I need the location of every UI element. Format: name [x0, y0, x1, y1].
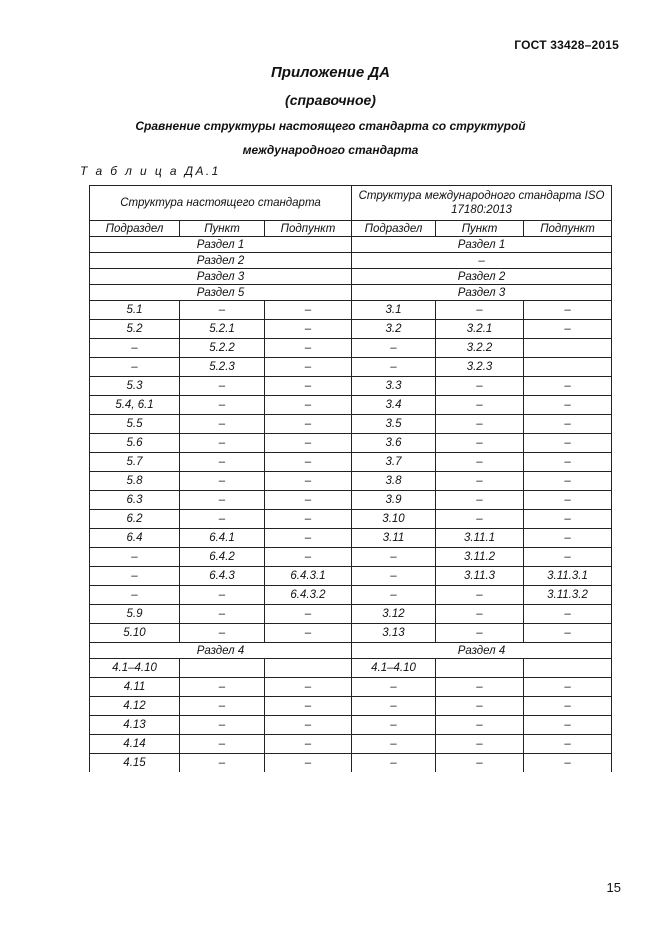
page-number: 15 [606, 880, 621, 895]
table-row [90, 358, 612, 377]
table-cell: – [90, 586, 180, 605]
appendix-title: Приложение ДА [271, 64, 390, 81]
table-cell [524, 339, 612, 358]
table-cell: – [436, 735, 524, 754]
group-header-this-standard: Структура настоящего стандарта [90, 186, 352, 221]
section-label-left: Раздел 1 [90, 237, 352, 253]
section-label-right: Раздел 3 [352, 285, 612, 301]
table-cell: 4.14 [90, 735, 180, 754]
table-cell: 6.4 [90, 529, 180, 548]
table-cell: – [180, 415, 265, 434]
table-cell: – [265, 396, 352, 415]
table-cell: – [524, 605, 612, 624]
section-label-left: Раздел 3 [90, 269, 352, 285]
table-row [90, 415, 612, 434]
table-cell: 6.3 [90, 491, 180, 510]
table-cell [524, 659, 612, 678]
table-cell: – [265, 415, 352, 434]
table-cell: 3.13 [352, 624, 436, 643]
table-cell: 6.4.3.2 [265, 586, 352, 605]
table-cell: – [524, 396, 612, 415]
table-group-header-row [90, 186, 612, 221]
table-cell: – [180, 491, 265, 510]
appendix-heading-line-2: международного стандарта [242, 143, 419, 157]
column-header: Подраздел [90, 221, 180, 237]
table-cell: 3.11.3.2 [524, 586, 612, 605]
table-cell: 3.1 [352, 301, 436, 320]
table-cell: – [90, 548, 180, 567]
section-label-left: Раздел 4 [90, 643, 352, 659]
table-cell: – [436, 434, 524, 453]
table-cell: – [524, 491, 612, 510]
table-cell: – [436, 697, 524, 716]
table-row [90, 434, 612, 453]
table-cell: – [524, 678, 612, 697]
table-cell: – [352, 716, 436, 735]
table-row [90, 320, 612, 339]
table-cell: 5.3 [90, 377, 180, 396]
table-cell: 5.6 [90, 434, 180, 453]
table-cell: – [524, 716, 612, 735]
table-cell: – [436, 396, 524, 415]
table-cell: – [90, 358, 180, 377]
table-cell: – [352, 697, 436, 716]
table-cell: – [436, 415, 524, 434]
table-cell: – [265, 339, 352, 358]
table-cell: – [265, 529, 352, 548]
table-row [90, 377, 612, 396]
table-cell: – [180, 472, 265, 491]
table-cell [524, 358, 612, 377]
table-cell: – [524, 301, 612, 320]
table-cell: 3.6 [352, 434, 436, 453]
table-cell: – [265, 472, 352, 491]
document-number: ГОСТ 33428–2015 [514, 38, 619, 52]
table-row [90, 716, 612, 735]
table-cell: 3.3 [352, 377, 436, 396]
table-cell: – [436, 453, 524, 472]
table-cell: 4.1–4.10 [352, 659, 436, 678]
table-cell: 3.11.3.1 [524, 567, 612, 586]
table-cell: – [265, 735, 352, 754]
table-cell: – [265, 697, 352, 716]
table-row [90, 624, 612, 643]
table-cell: – [436, 754, 524, 773]
table-cell: 5.2 [90, 320, 180, 339]
section-row [90, 285, 612, 301]
table-cell: – [524, 624, 612, 643]
table-cell: – [180, 434, 265, 453]
table-cell: 3.11.1 [436, 529, 524, 548]
table-cell: – [180, 586, 265, 605]
table-cell: – [265, 678, 352, 697]
table-row [90, 548, 612, 567]
table-cell: – [436, 678, 524, 697]
table-cell: 6.4.3.1 [265, 567, 352, 586]
table-cell: 5.8 [90, 472, 180, 491]
section-label-right: Раздел 2 [352, 269, 612, 285]
table-cell: – [524, 320, 612, 339]
table-cell: 6.4.3 [180, 567, 265, 586]
table-cell: 3.2 [352, 320, 436, 339]
table-cell: – [436, 605, 524, 624]
table-cell: – [352, 754, 436, 773]
table-cell [265, 659, 352, 678]
table-cell: – [524, 548, 612, 567]
table-cell: – [265, 605, 352, 624]
table-cell: – [524, 697, 612, 716]
table-cell: 3.8 [352, 472, 436, 491]
table-row [90, 697, 612, 716]
table-cell: – [524, 453, 612, 472]
table-cell: 4.13 [90, 716, 180, 735]
table-cell: – [180, 377, 265, 396]
table-cell: – [180, 624, 265, 643]
table-cell: – [436, 301, 524, 320]
table-row [90, 339, 612, 358]
table-cell: 5.1 [90, 301, 180, 320]
table-row [90, 567, 612, 586]
comparison-table [89, 185, 612, 772]
table-cell: – [436, 472, 524, 491]
table-row [90, 659, 612, 678]
table-cell: – [265, 491, 352, 510]
table-cell: – [524, 529, 612, 548]
table-cell: 3.11 [352, 529, 436, 548]
table-cell: 4.12 [90, 697, 180, 716]
table-cell: 6.2 [90, 510, 180, 529]
table-cell: – [524, 415, 612, 434]
section-label-right: Раздел 4 [352, 643, 612, 659]
table-cell: 5.7 [90, 453, 180, 472]
table-cell: 3.11.3 [436, 567, 524, 586]
table-cell: – [265, 301, 352, 320]
table-cell: 4.11 [90, 678, 180, 697]
table-cell: – [265, 716, 352, 735]
table-row [90, 453, 612, 472]
column-header: Подпункт [524, 221, 612, 237]
table-row [90, 472, 612, 491]
table-cell: 3.9 [352, 491, 436, 510]
table-cell: – [180, 510, 265, 529]
table-row [90, 754, 612, 773]
table-cell: 3.2.1 [436, 320, 524, 339]
table-cell: – [90, 339, 180, 358]
table-cell: – [265, 358, 352, 377]
table-cell: 5.5 [90, 415, 180, 434]
table-row [90, 510, 612, 529]
table-cell: – [180, 678, 265, 697]
table-cell: 3.4 [352, 396, 436, 415]
table-cell: 3.12 [352, 605, 436, 624]
group-header-international-standard: Структура международного стандарта ISO 17180:2013 [352, 186, 612, 221]
table-row [90, 586, 612, 605]
table-cell: – [180, 301, 265, 320]
table-cell: 5.10 [90, 624, 180, 643]
table-cell: – [265, 624, 352, 643]
table-cell: – [180, 605, 265, 624]
table-cell: – [265, 377, 352, 396]
table-cell: 3.2.2 [436, 339, 524, 358]
appendix-heading-line-1: Сравнение структуры настоящего стандарта со структурой [135, 119, 526, 133]
table-cell: 5.2.3 [180, 358, 265, 377]
table-cell: – [436, 586, 524, 605]
table-cell: – [352, 735, 436, 754]
table-row [90, 605, 612, 624]
column-header: Пункт [180, 221, 265, 237]
section-row [90, 643, 612, 659]
table-column-header-row [90, 221, 612, 237]
column-header: Подраздел [352, 221, 436, 237]
table-cell: – [524, 472, 612, 491]
section-row [90, 237, 612, 253]
table-cell: – [352, 548, 436, 567]
table-cell: – [524, 377, 612, 396]
table-cell: 6.4.1 [180, 529, 265, 548]
table-cell: – [524, 434, 612, 453]
table-cell: – [436, 377, 524, 396]
table-cell: – [524, 735, 612, 754]
table-cell: – [436, 510, 524, 529]
table-cell: 3.7 [352, 453, 436, 472]
table-cell: – [180, 697, 265, 716]
table-cell: – [352, 339, 436, 358]
column-header: Пункт [436, 221, 524, 237]
table-cell: – [524, 754, 612, 773]
table-cell: 3.10 [352, 510, 436, 529]
table-cell: 4.1–4.10 [90, 659, 180, 678]
section-label-right: Раздел 1 [352, 237, 612, 253]
table-cell: 3.2.3 [436, 358, 524, 377]
table-cell: – [180, 453, 265, 472]
table-cell: – [436, 491, 524, 510]
table-cell: – [436, 624, 524, 643]
table-cell: – [180, 716, 265, 735]
section-label-left: Раздел 5 [90, 285, 352, 301]
table-cell: – [180, 754, 265, 773]
table-cell: – [352, 567, 436, 586]
table-cell: – [265, 453, 352, 472]
table-cell [180, 659, 265, 678]
table-caption: Т а б л и ц а ДА.1 [80, 164, 221, 178]
section-row [90, 253, 612, 269]
table-cell: – [265, 434, 352, 453]
section-label-left: Раздел 2 [90, 253, 352, 269]
section-row [90, 269, 612, 285]
table-row [90, 301, 612, 320]
table-row [90, 529, 612, 548]
section-label-right: – [352, 253, 612, 269]
table-cell: 3.5 [352, 415, 436, 434]
table-cell: – [352, 678, 436, 697]
table-cell: – [180, 735, 265, 754]
table-cell: – [352, 586, 436, 605]
table-row [90, 735, 612, 754]
table-cell: – [265, 510, 352, 529]
table-row [90, 491, 612, 510]
table-cell: – [90, 567, 180, 586]
appendix-subtitle: (справочное) [285, 92, 376, 108]
table-row [90, 678, 612, 697]
table-cell [436, 659, 524, 678]
table-cell: 3.11.2 [436, 548, 524, 567]
table-cell: – [436, 716, 524, 735]
table-cell: 5.9 [90, 605, 180, 624]
table-cell: – [180, 396, 265, 415]
table-cell: 5.2.1 [180, 320, 265, 339]
column-header: Подпункт [265, 221, 352, 237]
table-cell: – [352, 358, 436, 377]
table-cell: – [265, 754, 352, 773]
table-cell: – [524, 510, 612, 529]
table-cell: 5.2.2 [180, 339, 265, 358]
table-cell: – [265, 320, 352, 339]
table-row [90, 396, 612, 415]
table-cell: 6.4.2 [180, 548, 265, 567]
table-cell: – [265, 548, 352, 567]
table-cell: 5.4, 6.1 [90, 396, 180, 415]
table-cell: 4.15 [90, 754, 180, 773]
